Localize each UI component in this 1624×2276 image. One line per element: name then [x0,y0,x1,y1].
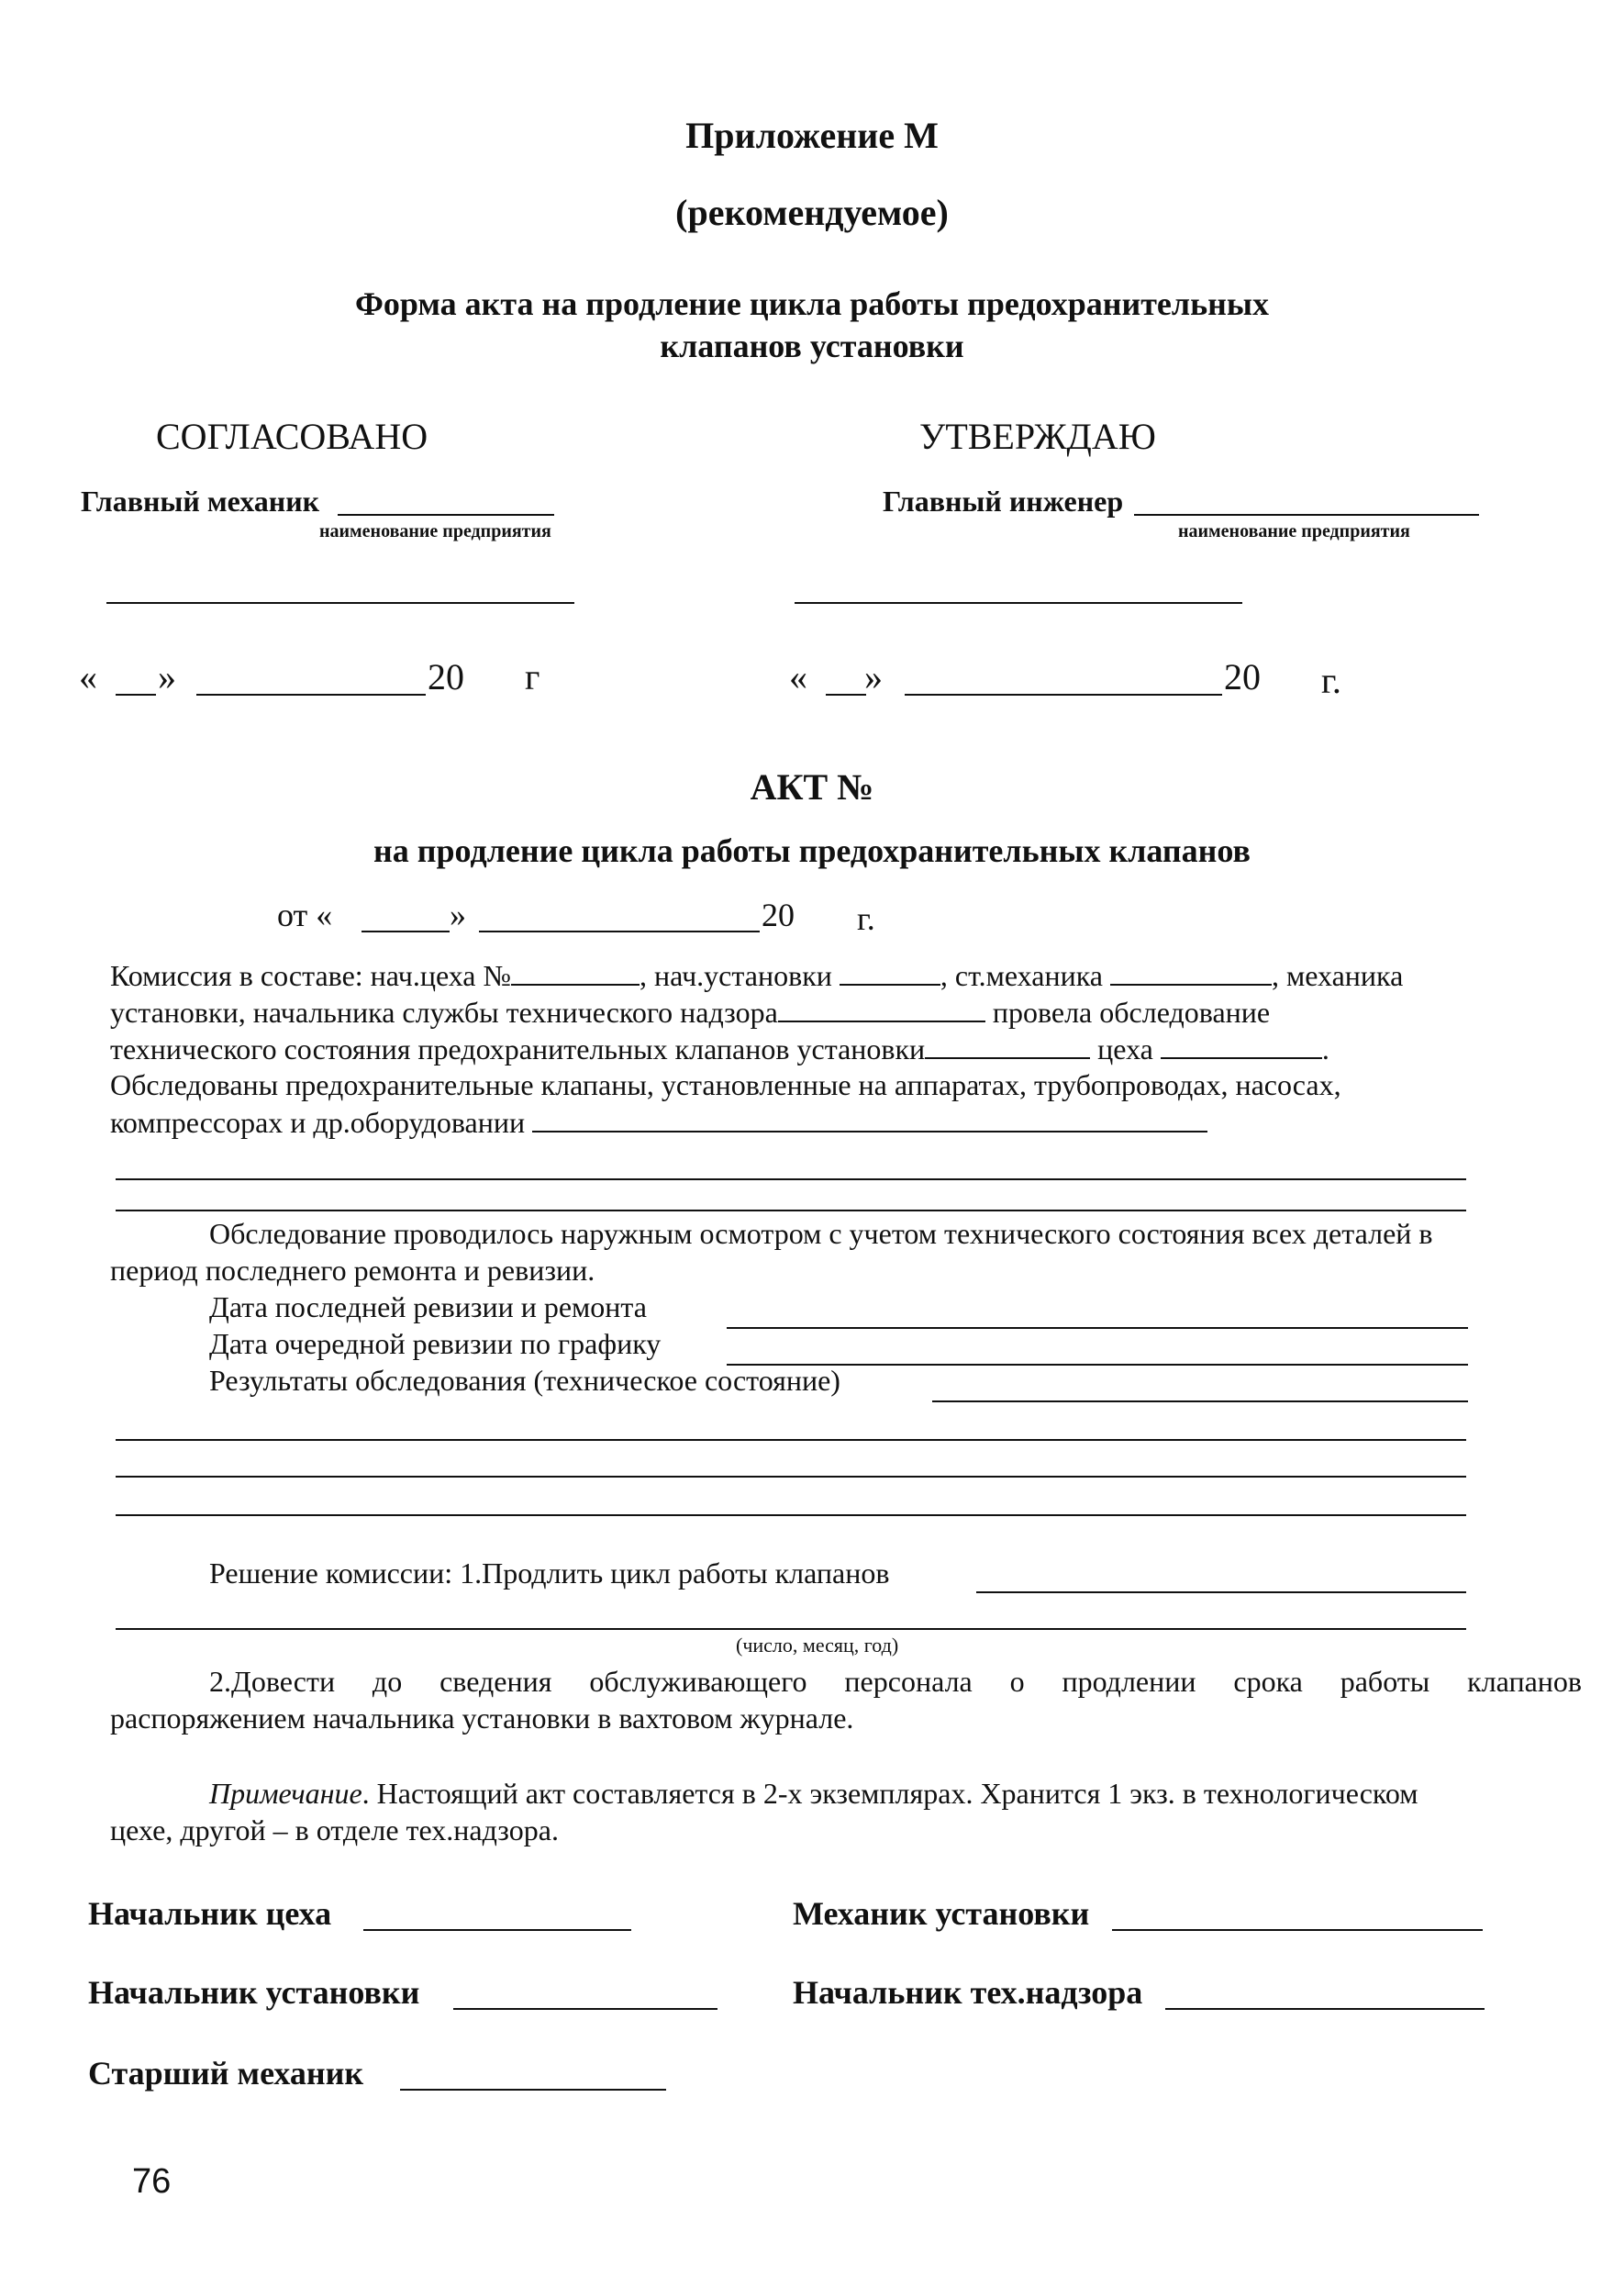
unit-head-signature-line[interactable] [453,2008,717,2010]
commission-text-d: , механика [1271,959,1404,992]
decision2-paragraph [110,1663,1582,1736]
right-date-close: » [864,656,883,697]
note-line-2: цехе, другой – в отделе тех.надзора. [110,1813,559,1846]
approve-heading: УТВЕРЖДАЮ [919,416,1156,457]
commission-text-a: Комиссия в составе: нач.цеха № [110,959,512,992]
last-revision-label: Дата последней ревизии и ремонта [209,1290,647,1323]
right-date-month-line[interactable] [905,694,1222,696]
form-title-line2: клапанов установки [660,328,964,364]
unit-mechanic-signature-line[interactable] [1112,1929,1483,1931]
left-date-year: 20 [428,656,464,697]
supervision-head-field[interactable] [778,995,985,1022]
appendix-title: Приложение М [685,115,939,156]
act-date-month-line[interactable] [479,931,760,932]
commission-line-2 [110,995,1270,1030]
form-title-line1: Форма акта на продление цикла работы предохранительных [355,285,1269,322]
inspected-line-2 [110,1105,1207,1140]
right-date-open: « [789,656,807,697]
commission-text-i: . [1321,1032,1329,1065]
commission-text-h: цеха [1097,1032,1153,1065]
act-date-year: 20 [762,897,795,933]
approved-heading: СОГЛАСОВАНО [156,416,428,457]
commission-text-c: , ст.механика [940,959,1103,992]
results-field[interactable] [932,1400,1468,1402]
chief-engineer-line[interactable] [1134,514,1479,516]
act-date-close: » [450,897,466,933]
note-paragraph [110,1775,1582,1848]
note-label: Примечание [209,1777,362,1810]
results-label: Результаты обследования (техническое состояние) [209,1364,840,1397]
commission-text-e: установки, начальника службы технического надзора [110,996,778,1029]
act-date-year-suffix: г. [857,900,875,937]
act-date-prefix: от « [277,897,333,933]
decision-caption: (число, месяц, год) [736,1634,899,1657]
tech-supervision-head-signature-line[interactable] [1165,2008,1485,2010]
unit-head-label: Начальник установки [88,1974,420,2011]
inspected-text: компрессорах и др.оборудовании [110,1106,526,1139]
right-date-day-line[interactable] [826,694,866,696]
next-revision-label: Дата очередной ревизии по графику [209,1327,662,1360]
left-signature-line[interactable] [106,602,574,604]
act-subtitle: на продление цикла работы предохранительных клапанов [373,832,1251,869]
method-line-1: Обследование проводилось наружным осмотром с учетом технического состояния всех деталей в [209,1217,1433,1250]
right-date-year: 20 [1224,656,1261,697]
unit-field[interactable] [925,1032,1090,1059]
tech-supervision-head-label: Начальник тех.надзора [793,1974,1143,2011]
decision-label: Решение комиссии: 1.Продлить цикл работы клапанов [209,1556,890,1590]
chief-mechanic-line[interactable] [338,514,554,516]
unit-head-field[interactable] [840,958,940,986]
commission-text-f: провела обследование [992,996,1271,1029]
shop-field[interactable] [1161,1032,1322,1059]
right-signature-line[interactable] [795,602,1242,604]
left-date-close: » [158,656,176,697]
act-title: АКТ № [750,766,874,808]
results-line-2[interactable] [116,1439,1466,1441]
decision-field[interactable] [976,1591,1466,1593]
left-date-month-line[interactable] [196,694,426,696]
decision-line-2[interactable] [116,1628,1466,1630]
left-date-open: « [79,656,97,697]
right-enterprise-caption: наименование предприятия [1178,521,1410,541]
decision2-line-1: 2.Довести до сведения обслуживающего персонала о продлении срока работы клапанов [209,1665,1582,1698]
method-line-2: период последнего ремонта и ревизии. [110,1254,595,1287]
commission-line-3 [110,1032,1329,1066]
note-text-1: . Настоящий акт составляется в 2-х экземплярах. Хранится 1 экз. в технологическом [362,1777,1418,1810]
shop-head-signature-line[interactable] [363,1929,631,1931]
results-line-3[interactable] [116,1476,1466,1478]
equipment-field[interactable] [532,1105,1207,1132]
chief-engineer-label: Главный инженер [883,485,1124,518]
equipment-line-2[interactable] [116,1178,1466,1180]
page-number: 76 [132,2162,172,2201]
senior-mechanic-signature-line[interactable] [400,2089,666,2091]
last-revision-field[interactable] [727,1327,1468,1329]
act-date-day-line[interactable] [362,931,450,932]
right-date-year-suffix: г. [1321,660,1341,701]
senior-mechanic-label: Старший механик [88,2055,364,2092]
chief-mechanic-label: Главный механик [81,485,320,518]
left-enterprise-caption: наименование предприятия [319,521,551,541]
unit-mechanic-label: Механик установки [793,1895,1090,1932]
shop-head-label: Начальник цеха [88,1895,332,1932]
commission-text-g: технического состояния предохранительных клапанов установки [110,1032,926,1065]
left-date-year-suffix: г [525,656,540,697]
equipment-line-3[interactable] [116,1210,1466,1211]
senior-mechanic-field[interactable] [1110,958,1272,986]
decision2-line-2: распоряжением начальника установки в вахтовом журнале. [110,1701,854,1735]
results-line-4[interactable] [116,1514,1466,1516]
shop-number-field[interactable] [511,958,640,986]
commission-line-1 [110,958,1403,993]
left-date-day-line[interactable] [116,694,156,696]
commission-text-b: , нач.установки [640,959,832,992]
appendix-subtitle: (рекомендуемое) [675,192,949,233]
inspected-line-1: Обследованы предохранительные клапаны, установленные на аппаратах, трубопроводах, насосах, [110,1068,1341,1101]
note-line-1 [110,1775,1582,1812]
